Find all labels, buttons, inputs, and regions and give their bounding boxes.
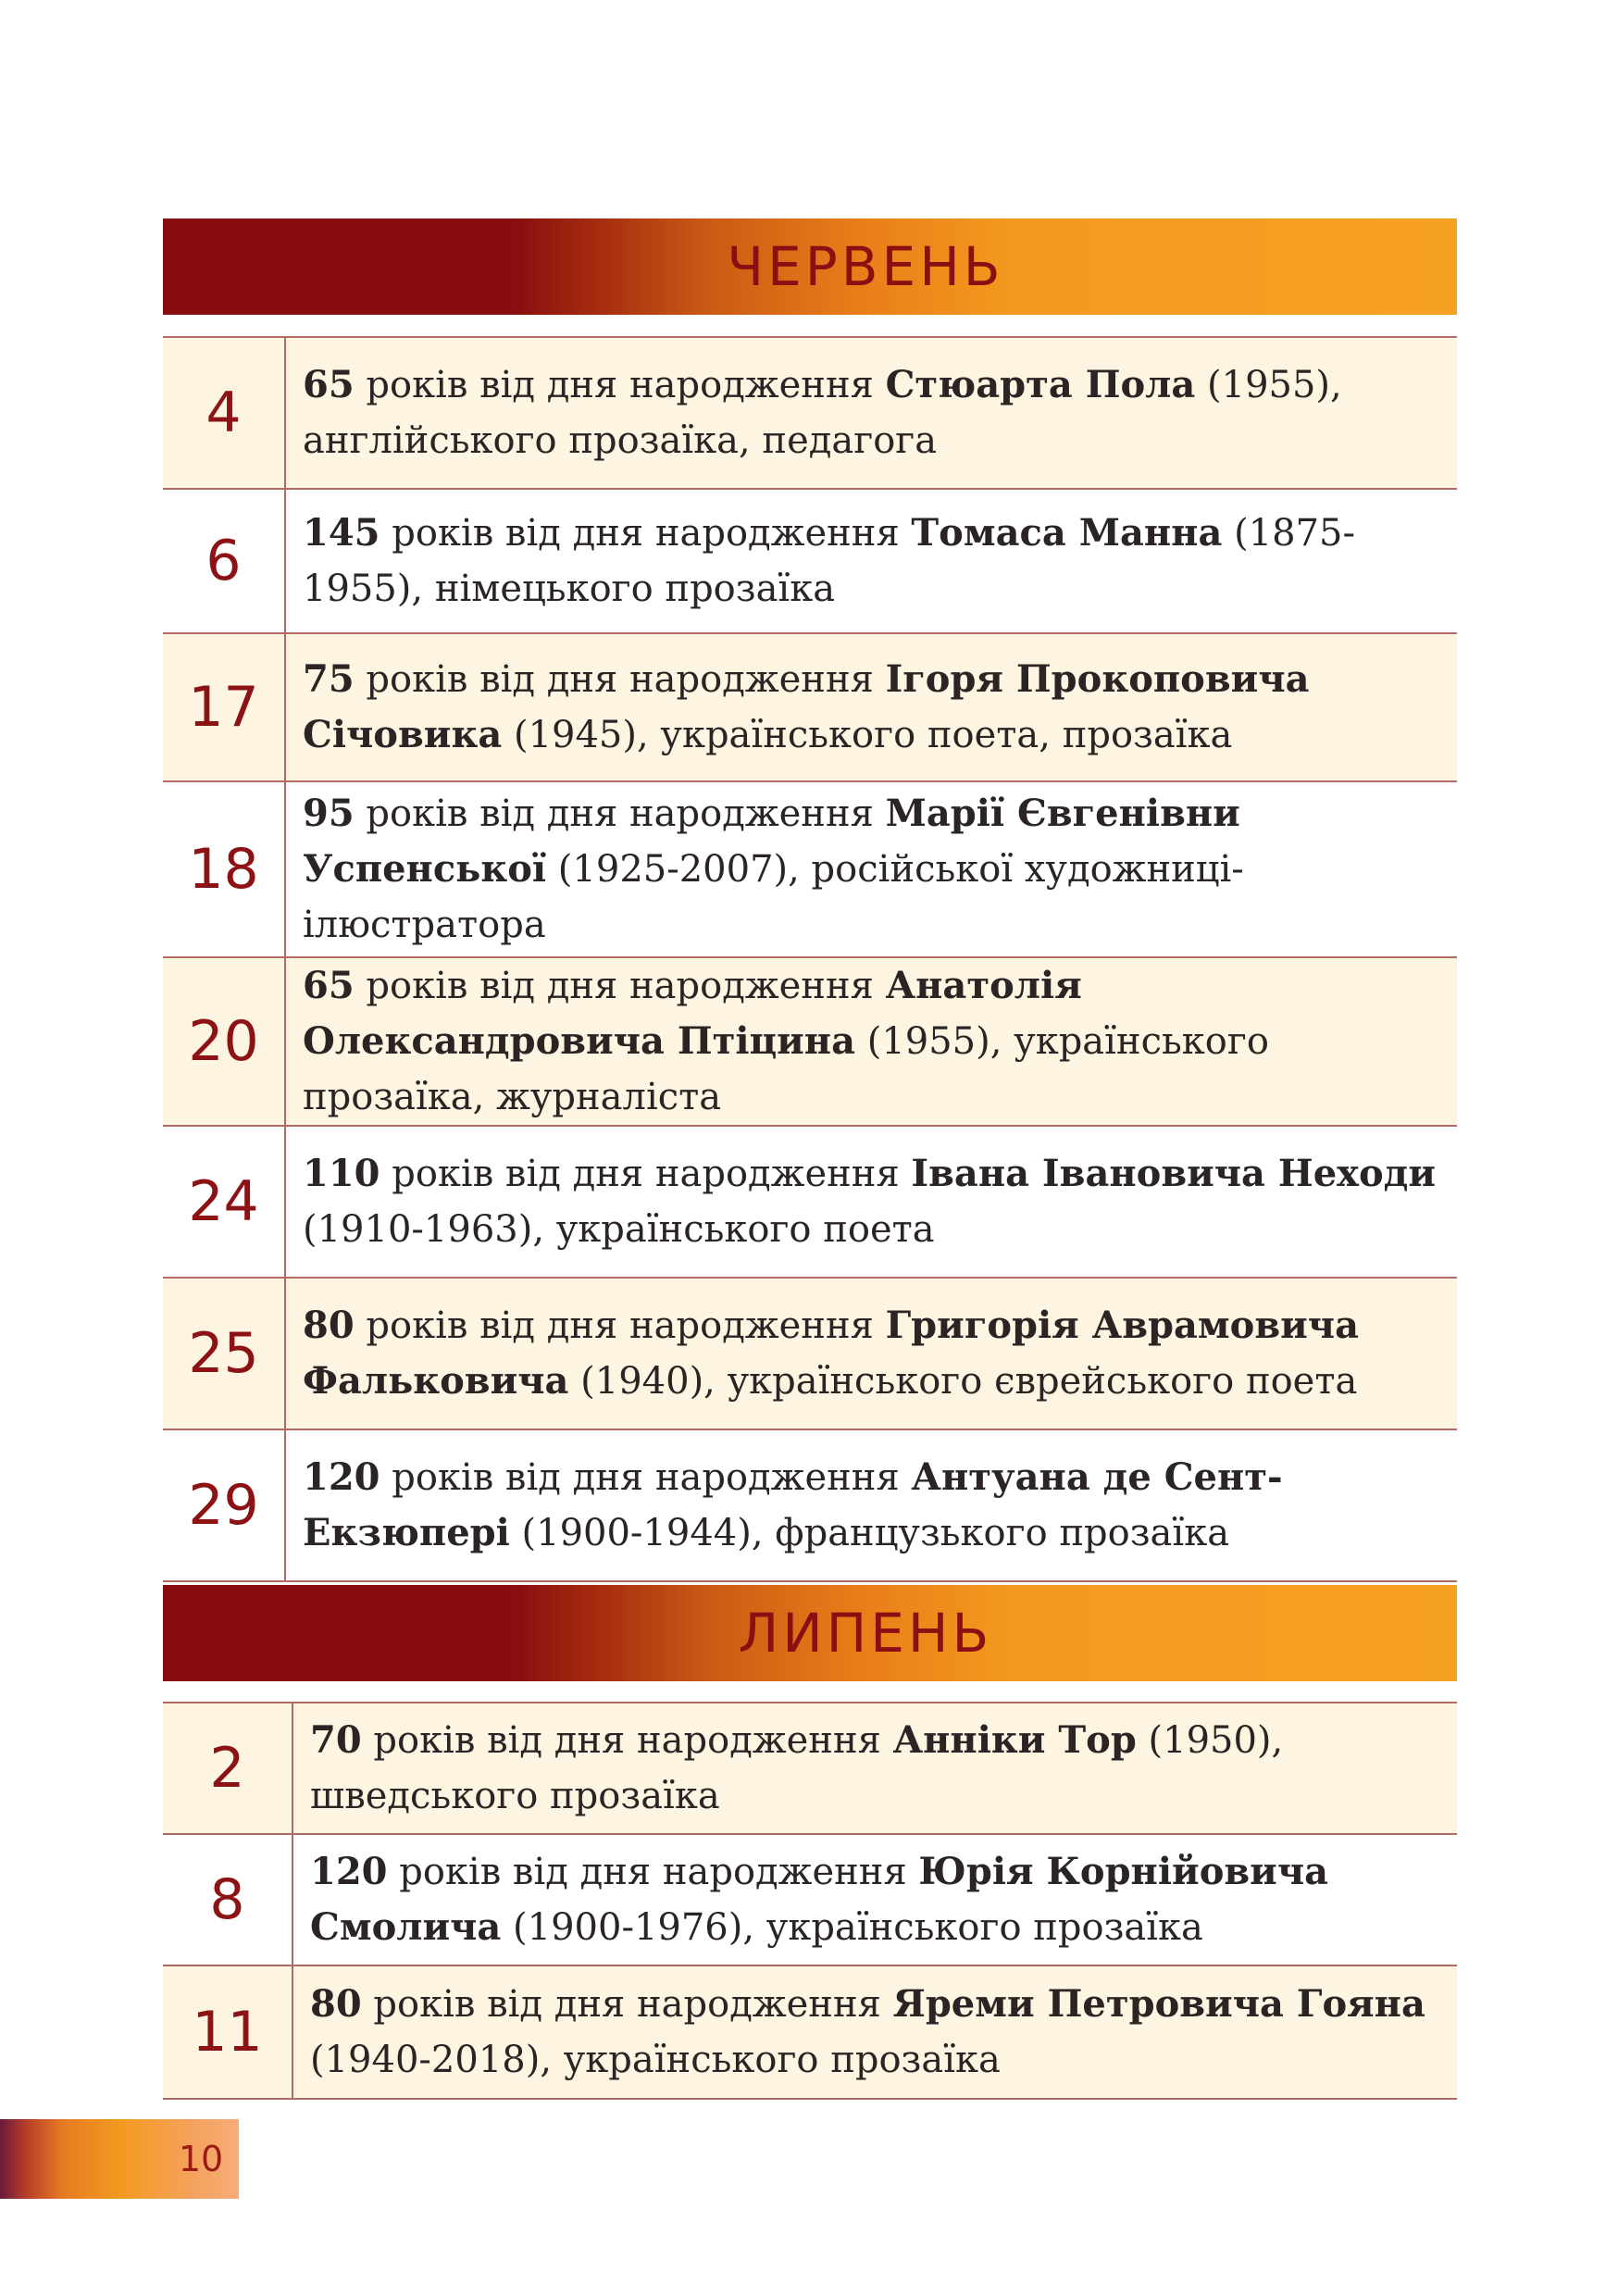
- person-name: Яреми Петровича Гояна: [892, 1982, 1425, 2026]
- event-description: 75 років від дня народження Ігоря Прокоповича Січовика (1945), українського поета, прозаїка: [285, 633, 1457, 781]
- person-name: Анатолія Олександровича Птіцина: [303, 964, 1082, 1063]
- event-description: 65 років від дня народження Анатолія Олександровича Птіцина (1955), українського прозаїка, журналіста: [285, 957, 1457, 1126]
- event-day: 8: [163, 1834, 292, 1965]
- event-row: [163, 1703, 1457, 1834]
- month-title: ЧЕРВЕНЬ: [727, 235, 1004, 298]
- event-row: [163, 633, 1457, 781]
- event-day: 11: [163, 1965, 292, 2099]
- event-day: 29: [163, 1429, 285, 1581]
- event-day: 24: [163, 1126, 285, 1278]
- event-day: 20: [163, 957, 285, 1126]
- person-name: Томаса Манна: [911, 511, 1223, 555]
- person-name: Марії Євгенівни Успенської: [303, 792, 1240, 891]
- event-row: [163, 489, 1457, 633]
- event-day: 2: [163, 1703, 292, 1834]
- event-description: 120 років від дня народження Юрія Корнійовича Смолича (1900-1976), українського прозаїка: [292, 1834, 1457, 1965]
- events-table-july: [163, 1702, 1457, 2100]
- event-row: [163, 1834, 1457, 1965]
- person-name: Антуана де Сент-Екзюпері: [303, 1455, 1283, 1554]
- person-name: Стюарта Пола: [885, 363, 1196, 406]
- event-description: 70 років від дня народження Анніки Тор (1950), шведського прозаїка: [292, 1703, 1457, 1834]
- person-name: Анніки Тор: [892, 1718, 1137, 1762]
- event-description: 95 років від дня народження Марії Євгенівни Успенської (1925-2007), російської художниці-ілюстратора: [285, 781, 1457, 957]
- years-count: 80: [310, 1982, 362, 2026]
- event-description: 145 років від дня народження Томаса Манна (1875-1955), німецького прозаїка: [285, 489, 1457, 633]
- years-count: 120: [303, 1455, 380, 1499]
- person-name: Юрія Корнійовича Смолича: [310, 1850, 1329, 1949]
- years-count: 65: [303, 964, 355, 1007]
- events-table-june: [163, 336, 1457, 1582]
- years-count: 80: [303, 1304, 355, 1347]
- month-header-june: [163, 218, 1457, 315]
- event-row: [163, 1429, 1457, 1581]
- page-number: 10: [178, 2139, 224, 2179]
- years-count: 75: [303, 657, 355, 701]
- event-row: [163, 1126, 1457, 1278]
- years-count: 110: [303, 1152, 380, 1195]
- event-description: 120 років від дня народження Антуана де Сент-Екзюпері (1900-1944), французького прозаїка: [285, 1429, 1457, 1581]
- event-description: 80 років від дня народження Яреми Петровича Гояна (1940-2018), українського прозаїка: [292, 1965, 1457, 2099]
- years-count: 120: [310, 1850, 388, 1893]
- event-row: [163, 337, 1457, 489]
- event-row: [163, 781, 1457, 957]
- event-row: [163, 957, 1457, 1126]
- event-day: 18: [163, 781, 285, 957]
- person-name: Григорія Аврамовича Фальковича: [303, 1304, 1359, 1403]
- years-count: 145: [303, 511, 380, 555]
- years-count: 95: [303, 792, 355, 835]
- event-row: [163, 1278, 1457, 1429]
- person-name: Ігоря Прокоповича Січовика: [303, 657, 1310, 756]
- event-day: 25: [163, 1278, 285, 1429]
- event-day: 17: [163, 633, 285, 781]
- event-day: 6: [163, 489, 285, 633]
- years-count: 65: [303, 363, 355, 406]
- event-description: 110 років від дня народження Івана Івановича Неходи (1910-1963), українського поета: [285, 1126, 1457, 1278]
- event-row: [163, 1965, 1457, 2099]
- event-day: 4: [163, 337, 285, 489]
- event-description: 65 років від дня народження Стюарта Пола (1955), англійського прозаїка, педагога: [285, 337, 1457, 489]
- month-header-july: [163, 1585, 1457, 1681]
- years-count: 70: [310, 1718, 362, 1762]
- month-title: ЛИПЕНЬ: [738, 1602, 993, 1665]
- person-name: Івана Івановича Неходи: [911, 1152, 1436, 1195]
- event-description: 80 років від дня народження Григорія Аврамовича Фальковича (1940), українського єврейського поета: [285, 1278, 1457, 1429]
